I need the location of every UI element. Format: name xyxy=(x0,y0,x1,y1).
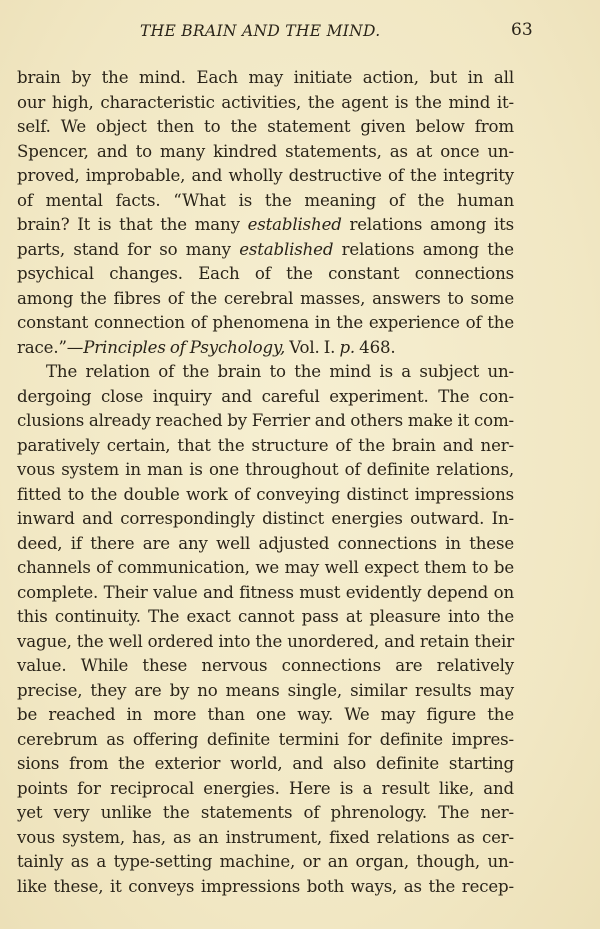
text-segment: brain by the mind. Each may initiate action, but in all xyxy=(17,68,514,87)
text-segment: clusions already reached by Ferrier and others make it com- xyxy=(17,411,514,430)
text-segment: fitted to the double work of conveying distinct impressions xyxy=(17,484,514,504)
text-line xyxy=(17,777,514,802)
text-segment: The relation of the brain to the mind is a subject un- xyxy=(46,362,514,381)
text-line xyxy=(17,140,514,165)
text-segment: relations among the xyxy=(333,239,514,259)
text-line xyxy=(17,679,514,704)
text-segment: complete. Their value and fitness must evidently depend on xyxy=(17,582,514,602)
italic-text: established xyxy=(247,215,342,234)
text-line xyxy=(17,434,514,459)
text-segment: parts, stand for so many xyxy=(17,239,240,259)
text-line xyxy=(17,728,514,753)
text-segment: race.”— xyxy=(17,337,84,357)
text-segment: constant connection of phenomena in the experience of the xyxy=(17,313,514,332)
text-segment: brain? It is that the many xyxy=(17,215,248,234)
text-line xyxy=(17,360,514,385)
text-line xyxy=(17,189,514,214)
text-line xyxy=(17,654,514,679)
text-segment: value. While these nervous connections are relatively xyxy=(17,656,514,675)
text-line xyxy=(17,164,514,189)
text-segment: this continuity. The exact cannot pass at pleasure into the xyxy=(17,607,514,626)
text-line xyxy=(17,115,514,140)
text-line xyxy=(17,850,514,875)
italic-text: Principles of Psychology, xyxy=(83,337,286,357)
text-line xyxy=(17,752,514,777)
page-number: 63 xyxy=(511,20,533,40)
text-segment: dergoing close inquiry and careful experiment. The con- xyxy=(17,386,514,406)
text-line xyxy=(17,483,514,508)
text-line xyxy=(17,826,514,851)
text-line xyxy=(17,409,514,434)
italic-text: p. xyxy=(339,337,356,357)
text-segment: self. We object then to the statement given below from xyxy=(17,117,514,136)
text-line xyxy=(17,287,514,312)
text-segment: paratively certain, that the structure of the brain and ner- xyxy=(17,435,514,455)
italic-text: established xyxy=(239,239,334,259)
text-segment: vous system in man is one throughout of definite relations, xyxy=(17,460,514,479)
text-segment: channels of communication, we may well expect them to be xyxy=(17,558,514,577)
text-line xyxy=(17,507,514,532)
text-line xyxy=(17,556,514,581)
text-segment: 468. xyxy=(355,337,396,357)
text-line xyxy=(17,262,514,287)
text-line xyxy=(17,605,514,630)
text-segment: vague, the well ordered into the unordered, and retain their xyxy=(17,631,514,651)
text-segment: yet very unlike the statements of phrenology. The ner- xyxy=(17,803,514,822)
text-segment: deed, if there are any well adjusted connections in these xyxy=(17,533,514,553)
text-segment: our high, characteristic activities, the agent is the mind it- xyxy=(17,92,514,112)
text-line xyxy=(17,875,514,900)
text-line xyxy=(17,91,514,116)
text-segment: points for reciprocal energies. Here is a result like, and xyxy=(17,778,514,798)
text-segment: like these, it conveys impressions both ways, as the recep- xyxy=(17,876,514,896)
text-segment: vous system, has, as an instrument, fixed relations as cer- xyxy=(17,827,514,847)
text-line xyxy=(17,238,514,263)
text-line xyxy=(17,532,514,557)
text-line xyxy=(17,213,514,238)
text-segment: of mental facts. “What is the meaning of the human xyxy=(17,190,514,210)
text-segment: among the fibres of the cerebral masses, answers to some xyxy=(17,288,514,308)
text-line xyxy=(17,581,514,606)
text-segment: tainly as a type-setting machine, or an organ, though, un- xyxy=(17,852,514,871)
text-segment: Spencer, and to many kindred statements, as at once un- xyxy=(17,141,514,161)
text-segment: proved, improbable, and wholly destructive of the integrity xyxy=(17,166,514,185)
text-line xyxy=(17,385,514,410)
text-segment: sions from the exterior world, and also definite starting xyxy=(17,754,514,773)
running-title: THE BRAIN AND THE MIND. xyxy=(140,22,381,40)
text-segment: Vol. I. xyxy=(285,337,340,357)
text-segment: be reached in more than one way. We may figure the xyxy=(17,705,514,724)
text-line xyxy=(17,311,514,336)
text-line xyxy=(17,66,514,91)
body-text xyxy=(17,66,514,899)
text-segment: relations among its xyxy=(341,215,514,234)
text-segment: psychical changes. Each of the constant connections xyxy=(17,264,514,283)
text-line xyxy=(17,336,514,361)
text-line xyxy=(17,801,514,826)
text-line xyxy=(17,458,514,483)
text-segment: inward and correspondingly distinct energies outward. In- xyxy=(17,509,514,528)
text-segment: cerebrum as offering definite termini for definite impres- xyxy=(17,729,514,749)
text-line xyxy=(17,703,514,728)
text-segment: precise, they are by no means single, similar results may xyxy=(17,680,514,700)
text-line xyxy=(17,630,514,655)
